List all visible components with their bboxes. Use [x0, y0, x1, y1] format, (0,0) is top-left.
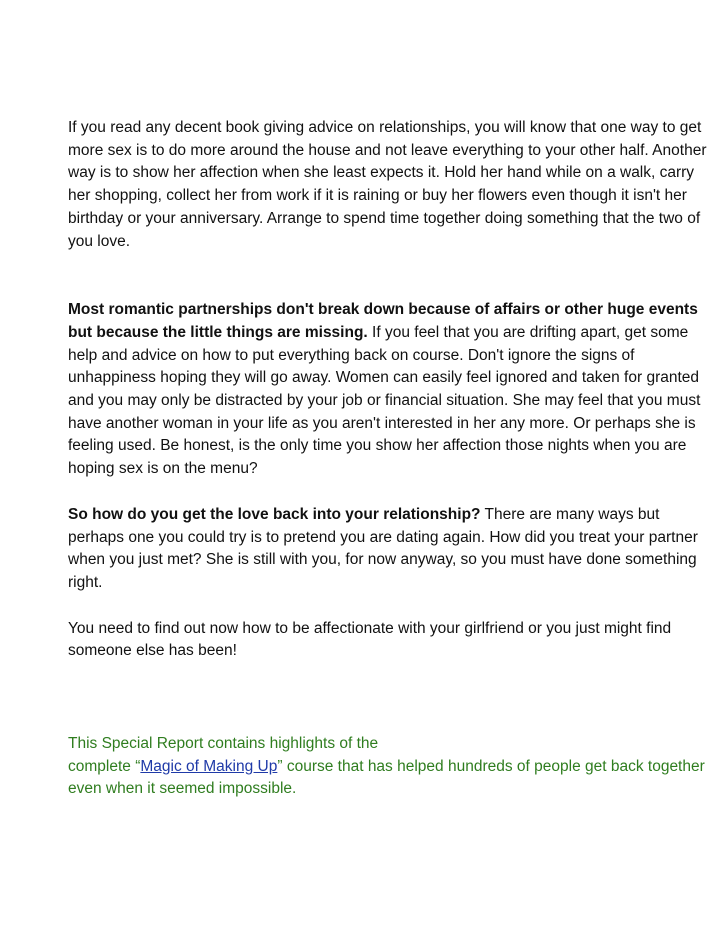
paragraph-affectionate: You need to find out now how to be affectionate with your girlfriend or you just might find someone else has been! — [68, 619, 672, 660]
spacer — [68, 481, 708, 504]
special-report-pre-link: complete “ — [68, 757, 141, 775]
paragraph-partnerships-lead: Most romantic partnerships don't break down because of affairs or other huge events but because the little things are missing. — [68, 301, 698, 341]
paragraph-partnerships-body: If you feel that you are drifting apart, get some help and advice on how to put everything back on course. Don't ignore the signs of unhappiness hoping they will go away. Women can easily feel ignored and taken for granted and you may only be distracted by your job or financial situation. She may feel that you must have another woman in your life as you aren't interested in her any more. Or perhaps she is feeling used. Be honest, is the only time you show her affection those nights when you are hoping sex is on the menu? — [68, 323, 701, 478]
special-report-post-link: ” course that has helped hundreds of people get back together even when it seemed impossible. — [68, 757, 705, 798]
document-page — [68, 117, 708, 801]
special-report-line1: This Special Report contains highlights of the — [68, 735, 379, 753]
paragraph-partnerships — [68, 299, 708, 481]
paragraph-intro: If you read any decent book giving advice on relationships, you will know that one way to get more sex is to do more around the house and not leave everything to your other half. Another way is to show her affection when she least expects it. Hold her hand while on a walk, carry her shopping, collect her from work if it is raining or buy her flowers even though it isn't her birthday or your anniversary. Arrange to spend time together doing something that the two of you love. — [68, 119, 707, 250]
spacer — [68, 253, 708, 299]
paragraph-love-back-lead: So how do you get the love back into your relationship? — [68, 505, 481, 523]
paragraph-love-back — [68, 504, 708, 595]
paragraph-love-back-body: There are many ways but perhaps one you could try is to pretend you are dating again. How did you treat your partner when you just met? She is still with you, for now anyway, so you must have done something right. — [68, 505, 698, 591]
magic-of-making-up-link[interactable]: Magic of Making Up — [140, 757, 278, 775]
spacer — [68, 663, 708, 733]
spacer — [68, 595, 708, 618]
special-report-note — [68, 733, 708, 801]
